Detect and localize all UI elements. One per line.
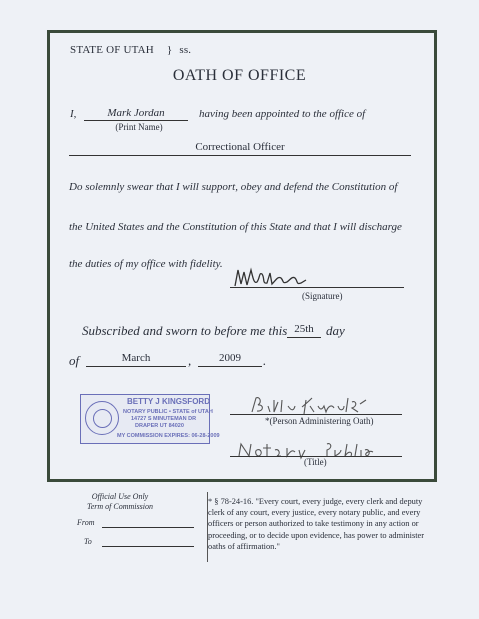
- month-comma: ,: [188, 353, 192, 368]
- document-title: OATH OF OFFICE: [172, 67, 307, 84]
- ss-label: ss.: [179, 44, 192, 56]
- print-name-caption: (Print Name): [115, 122, 163, 132]
- day-underline: [287, 337, 321, 338]
- to-label: To: [84, 537, 92, 546]
- stamp-line-2: 14727 S MINUTEMAN DR: [131, 416, 197, 422]
- to-field[interactable]: [102, 546, 194, 547]
- term-of-commission-label: Term of Commission: [87, 502, 153, 511]
- stamp-name: BETTY J KINGSFORD: [127, 397, 210, 406]
- month-underline: [86, 366, 186, 367]
- day-label: day: [326, 323, 345, 338]
- statute-text: * § 78-24-16. "Every court, every judge, every clerk and deputy clerk of any court, every justice, every notary public, and every officers or person authorized to take testimony in any action or proceeding, or to decide upon evidence, has power to administer oaths of affirmation.": [208, 497, 425, 551]
- year-period: .: [263, 353, 267, 368]
- of-label: of: [69, 353, 80, 368]
- stamp-line-4: MY COMMISSION EXPIRES: 06-28-2009: [117, 433, 220, 439]
- oath-line-3: the duties of my office with fidelity.: [69, 258, 223, 270]
- year-underline: [198, 366, 262, 367]
- from-field[interactable]: [102, 527, 194, 528]
- i-prefix: I,: [70, 108, 77, 120]
- name-underline: [84, 120, 188, 121]
- state-label: STATE OF UTAH: [70, 44, 154, 56]
- stamp-line-1: NOTARY PUBLIC • STATE of UTAH: [123, 409, 213, 415]
- administer-line: [230, 414, 402, 415]
- office-title-value: Correctional Officer: [195, 141, 285, 153]
- year-value: 2009: [219, 352, 241, 364]
- signature-line: [230, 287, 404, 288]
- print-name-value: Mark Jordan: [107, 107, 165, 119]
- official-use-label: Official Use Only: [91, 492, 149, 501]
- office-underline: [69, 155, 411, 156]
- month-value: March: [121, 352, 151, 364]
- day-value: 25th: [294, 323, 314, 335]
- oath-line-2: the United States and the Constitution of this State and that I will discharge: [69, 221, 402, 233]
- signature-caption: (Signature): [302, 291, 343, 301]
- administer-caption: *(Person Administering Oath): [265, 416, 374, 426]
- notary-seal-icon: [85, 401, 119, 435]
- title-caption: (Title): [304, 457, 327, 467]
- stamp-line-3: DRAPER UT 84020: [135, 423, 184, 429]
- oath-line-1: Do solemnly swear that I will support, obey and defend the Constitution of: [69, 181, 398, 193]
- appointment-suffix: having been appointed to the office of: [199, 108, 366, 120]
- sworn-text: Subscribed and sworn to before me this: [82, 323, 288, 338]
- from-label: From: [77, 518, 95, 527]
- brace: }: [166, 44, 173, 56]
- state-header: [70, 44, 191, 56]
- notary-stamp: [80, 394, 220, 444]
